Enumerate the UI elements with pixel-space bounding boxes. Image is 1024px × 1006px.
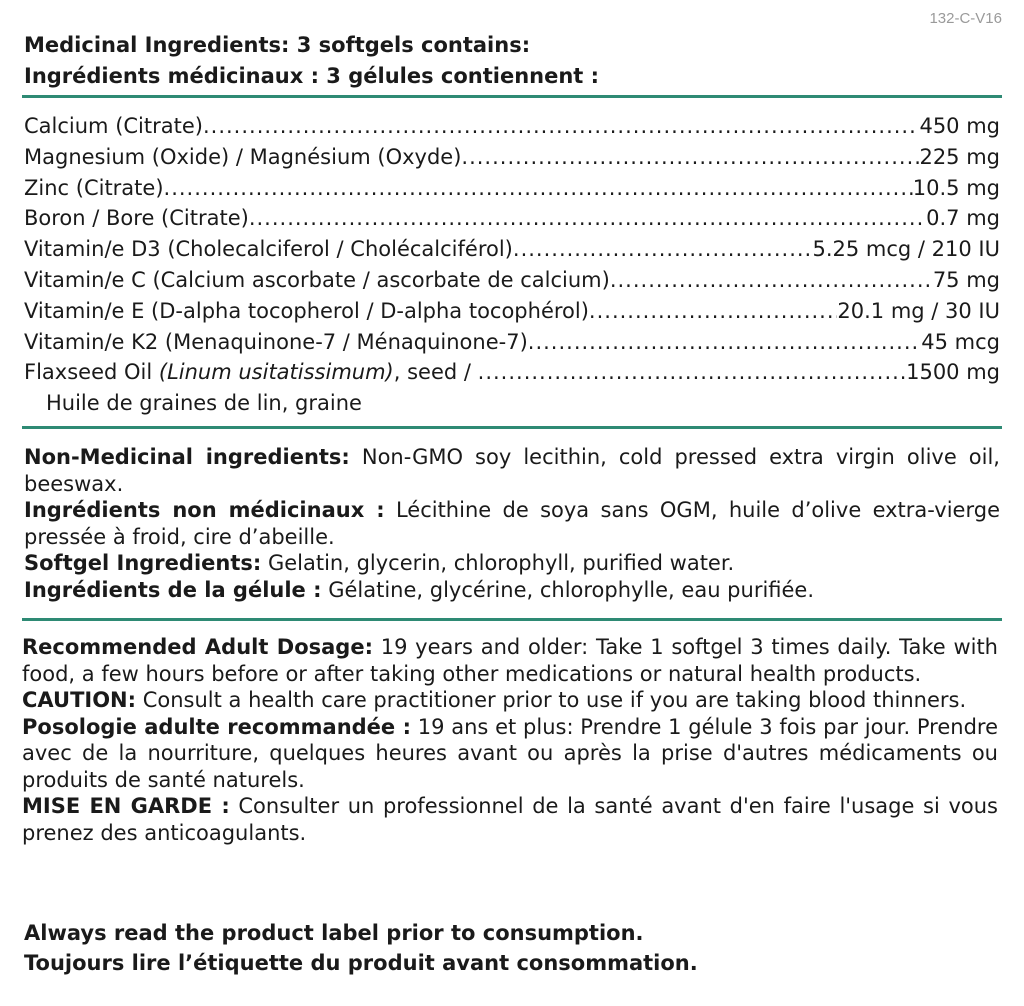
dosage-en-text: 19 years and older: Take 1 softgel 3 times daily. Take with food, a few hours before or after taking other medications or natural health products. — [22, 635, 998, 686]
ingredient-row — [24, 203, 1000, 234]
footer-fr: Toujours lire l’étiquette du produit avant consommation. — [24, 951, 698, 975]
ingredient-row — [24, 327, 1000, 358]
footer-en: Always read the product label prior to consumption. — [24, 921, 644, 945]
non-medicinal-fr — [24, 497, 1000, 550]
dosage-fr-label: Posologie adulte recommandée : — [22, 714, 411, 739]
non-medicinal-en-text: Non-GMO soy lecithin, cold pressed extra virgin olive oil, beeswax. — [24, 445, 1000, 496]
ingredient-amount: 225 mg — [919, 144, 1000, 169]
leader-dots — [513, 234, 813, 265]
flaxseed-suffix: , seed / — [393, 360, 471, 385]
ingredient-list — [24, 111, 1000, 419]
label-code: 132-C-V16 — [929, 10, 1002, 27]
non-medicinal-fr-text: Lécithine de soya sans OGM, huile d’olive extra-vierge pressée à froid, cire d’abeille. — [24, 498, 1000, 549]
ingredient-amount: 10.5 mg — [912, 175, 1000, 200]
softgel-fr-text: Gélatine, glycérine, chlorophylle, eau purifiée. — [321, 577, 815, 602]
ingredient-name: Zinc (Citrate) — [24, 175, 164, 200]
mise-en-garde-text: Consulter un professionnel de la santé avant d'en faire l'usage si vous prenez des anticoagulants. — [22, 794, 998, 845]
caution-label: CAUTION: — [22, 688, 137, 712]
flaxseed-name: Flaxseed Oil — [24, 360, 159, 385]
ingredient-row — [24, 142, 1000, 173]
softgel-en-text: Gelatin, glycerin, chlorophyll, purified water. — [261, 551, 735, 575]
leader-dots — [589, 296, 837, 327]
ingredient-row — [24, 111, 1000, 142]
leader-dots — [478, 357, 906, 388]
ingredient-amount: 450 mg — [919, 114, 1000, 138]
flaxseed-latin-name: (Linum usitatissimum) — [158, 360, 394, 385]
divider — [22, 95, 1002, 98]
ingredient-amount: 45 mcg — [921, 329, 1000, 354]
dosage-fr — [22, 714, 998, 794]
ingredient-amount: 0.7 mg — [926, 206, 1000, 231]
ingredient-name: Vitamin/e D3 (Cholecalciferol / Cholécalciférol) — [24, 237, 513, 262]
leader-dots — [528, 327, 922, 358]
ingredient-amount: 75 mg — [932, 267, 1000, 292]
medicinal-header — [24, 30, 599, 92]
medicinal-header-en: Medicinal Ingredients: 3 softgels contains: — [24, 33, 531, 57]
footer-notice — [24, 918, 698, 978]
non-medicinal-en — [24, 444, 1000, 497]
ingredient-name: Magnesium (Oxide) / Magnésium (Oxyde) — [24, 144, 462, 169]
dosage-fr-text: 19 ans et plus: Prendre 1 gélule 3 fois par jour. Prendre avec de la nourriture, quelques heures avant ou après la prise d'autres médicaments ou produits de santé naturels. — [22, 714, 998, 792]
dosage-en-label: Recommended Adult Dosage: — [22, 635, 373, 659]
ingredient-name — [24, 357, 478, 388]
leader-dots — [461, 142, 919, 173]
ingredient-name: Vitamin/e E (D-alpha tocopherol / D-alpha tocophérol) — [24, 298, 589, 323]
leader-dots — [610, 265, 933, 296]
mise-en-garde-label: MISE EN GARDE : — [22, 794, 230, 818]
softgel-en-label: Softgel Ingredients: — [24, 551, 262, 575]
caution-text: Consult a health care practitioner prior to use if you are taking blood thinners. — [136, 688, 967, 712]
ingredient-name: Vitamin/e C (Calcium ascorbate / ascorbate de calcium) — [24, 267, 610, 292]
ingredient-row — [24, 173, 1000, 204]
leader-dots — [249, 203, 926, 234]
leader-dots — [203, 111, 919, 142]
dosage-en — [22, 634, 998, 687]
ingredient-row — [24, 296, 1000, 327]
divider — [22, 618, 1002, 621]
ingredient-name: Calcium (Citrate) — [24, 114, 203, 138]
ingredient-name: Vitamin/e K2 (Menaquinone-7 / Ménaquinone-7) — [24, 329, 528, 354]
non-medicinal-fr-label: Ingrédients non médicinaux : — [24, 498, 385, 522]
divider — [22, 426, 1002, 429]
non-medicinal-section — [24, 444, 1000, 603]
ingredient-amount: 5.25 mcg / 210 IU — [812, 237, 1000, 262]
non-medicinal-en-label: Non-Medicinal ingredients: — [24, 445, 350, 469]
ingredient-name: Boron / Bore (Citrate) — [24, 206, 249, 231]
flaxseed-french-name: Huile de graines de lin, graine — [46, 391, 362, 416]
medicinal-header-fr: Ingrédients médicinaux : 3 gélules contiennent : — [24, 64, 600, 88]
caution-fr — [22, 793, 998, 846]
softgel-fr-label: Ingrédients de la gélule : — [24, 577, 322, 602]
ingredient-row-flaxseed — [24, 357, 1000, 388]
ingredient-amount: 20.1 mg / 30 IU — [837, 298, 1000, 323]
dosage-section — [22, 634, 998, 846]
leader-dots — [164, 173, 913, 204]
caution-en — [22, 687, 998, 714]
ingredient-row — [24, 265, 1000, 296]
ingredient-row — [24, 234, 1000, 265]
softgel-ingredients-en — [24, 550, 1000, 577]
softgel-ingredients-fr — [24, 577, 1000, 604]
ingredient-amount: 1500 mg — [906, 360, 1000, 385]
